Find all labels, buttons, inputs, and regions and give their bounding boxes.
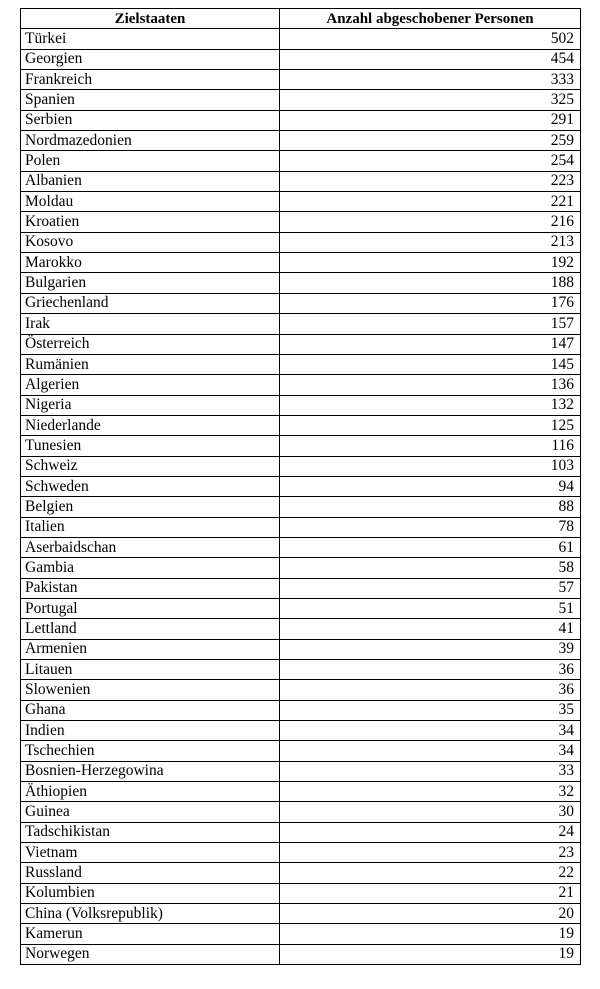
count-cell: 34 (280, 721, 581, 741)
count-cell: 36 (280, 660, 581, 680)
deportation-table (20, 8, 581, 965)
table-row (21, 436, 581, 456)
table-row (21, 110, 581, 130)
table-row (21, 680, 581, 700)
count-cell: 136 (280, 375, 581, 395)
count-cell: 254 (280, 151, 581, 171)
country-cell: Kolumbien (21, 883, 280, 903)
table-body (21, 29, 581, 965)
table-row (21, 131, 581, 151)
country-cell: Russland (21, 863, 280, 883)
count-cell: 36 (280, 680, 581, 700)
country-cell: Vietnam (21, 843, 280, 863)
table-row (21, 49, 581, 69)
count-cell: 23 (280, 843, 581, 863)
country-cell: Ghana (21, 700, 280, 720)
country-cell: Slowenien (21, 680, 280, 700)
table-row (21, 253, 581, 273)
table-row (21, 29, 581, 49)
table-row (21, 782, 581, 802)
country-cell: Kroatien (21, 212, 280, 232)
country-cell: Polen (21, 151, 280, 171)
country-cell: Tschechien (21, 741, 280, 761)
country-cell: Litauen (21, 660, 280, 680)
country-cell: Aserbaidschan (21, 537, 280, 557)
count-cell: 333 (280, 70, 581, 90)
country-cell: Gambia (21, 558, 280, 578)
count-cell: 94 (280, 476, 581, 496)
country-cell: Italien (21, 517, 280, 537)
country-cell: Schweiz (21, 456, 280, 476)
table-row (21, 151, 581, 171)
table-row (21, 415, 581, 435)
table-row (21, 578, 581, 598)
table-row (21, 517, 581, 537)
count-cell: 19 (280, 944, 581, 964)
country-cell: Armenien (21, 639, 280, 659)
country-cell: Algerien (21, 375, 280, 395)
column-header-count: Anzahl abgeschobener Personen (280, 9, 581, 29)
table-row (21, 375, 581, 395)
count-cell: 192 (280, 253, 581, 273)
count-cell: 147 (280, 334, 581, 354)
count-cell: 30 (280, 802, 581, 822)
table-row (21, 761, 581, 781)
table-row (21, 456, 581, 476)
table-row (21, 660, 581, 680)
table-row (21, 537, 581, 557)
table-row (21, 822, 581, 842)
count-cell: 58 (280, 558, 581, 578)
table-header-row (21, 9, 581, 29)
count-cell: 19 (280, 924, 581, 944)
country-cell: Guinea (21, 802, 280, 822)
country-cell: Niederlande (21, 415, 280, 435)
count-cell: 33 (280, 761, 581, 781)
table-row (21, 273, 581, 293)
count-cell: 22 (280, 863, 581, 883)
count-cell: 32 (280, 782, 581, 802)
table-row (21, 802, 581, 822)
table-row (21, 293, 581, 313)
count-cell: 132 (280, 395, 581, 415)
country-cell: Österreich (21, 334, 280, 354)
table-row (21, 904, 581, 924)
count-cell: 57 (280, 578, 581, 598)
count-cell: 259 (280, 131, 581, 151)
table-row (21, 476, 581, 496)
count-cell: 125 (280, 415, 581, 435)
table-row (21, 354, 581, 374)
count-cell: 21 (280, 883, 581, 903)
country-cell: Norwegen (21, 944, 280, 964)
table-row (21, 944, 581, 964)
count-cell: 34 (280, 741, 581, 761)
count-cell: 176 (280, 293, 581, 313)
table-row (21, 334, 581, 354)
count-cell: 145 (280, 354, 581, 374)
country-cell: Nigeria (21, 395, 280, 415)
table-row (21, 497, 581, 517)
country-cell: Kosovo (21, 232, 280, 252)
country-cell: Bosnien-Herzegowina (21, 761, 280, 781)
country-cell: Tunesien (21, 436, 280, 456)
country-cell: Rumänien (21, 354, 280, 374)
country-cell: Pakistan (21, 578, 280, 598)
count-cell: 454 (280, 49, 581, 69)
country-cell: Georgien (21, 49, 280, 69)
country-cell: Schweden (21, 476, 280, 496)
country-cell: Türkei (21, 29, 280, 49)
table-row (21, 639, 581, 659)
table-row (21, 721, 581, 741)
count-cell: 39 (280, 639, 581, 659)
count-cell: 61 (280, 537, 581, 557)
table-row (21, 192, 581, 212)
country-cell: Spanien (21, 90, 280, 110)
country-cell: Nordmazedonien (21, 131, 280, 151)
country-cell: Tadschikistan (21, 822, 280, 842)
count-cell: 188 (280, 273, 581, 293)
country-cell: Frankreich (21, 70, 280, 90)
table-row (21, 314, 581, 334)
table-row (21, 598, 581, 618)
count-cell: 20 (280, 904, 581, 924)
count-cell: 51 (280, 598, 581, 618)
country-cell: China (Volksrepublik) (21, 904, 280, 924)
table-row (21, 212, 581, 232)
country-cell: Kamerun (21, 924, 280, 944)
country-cell: Portugal (21, 598, 280, 618)
country-cell: Indien (21, 721, 280, 741)
table-row (21, 395, 581, 415)
count-cell: 216 (280, 212, 581, 232)
country-cell: Belgien (21, 497, 280, 517)
table-row (21, 90, 581, 110)
table-row (21, 924, 581, 944)
table-row (21, 171, 581, 191)
count-cell: 88 (280, 497, 581, 517)
table-row (21, 232, 581, 252)
count-cell: 24 (280, 822, 581, 842)
table-row (21, 863, 581, 883)
country-cell: Marokko (21, 253, 280, 273)
country-cell: Lettland (21, 619, 280, 639)
count-cell: 502 (280, 29, 581, 49)
table-row (21, 700, 581, 720)
table-row (21, 558, 581, 578)
count-cell: 157 (280, 314, 581, 334)
count-cell: 35 (280, 700, 581, 720)
table-row (21, 70, 581, 90)
count-cell: 116 (280, 436, 581, 456)
country-cell: Moldau (21, 192, 280, 212)
table-row (21, 741, 581, 761)
country-cell: Griechenland (21, 293, 280, 313)
country-cell: Bulgarien (21, 273, 280, 293)
table-row (21, 883, 581, 903)
count-cell: 291 (280, 110, 581, 130)
country-cell: Äthiopien (21, 782, 280, 802)
count-cell: 213 (280, 232, 581, 252)
country-cell: Albanien (21, 171, 280, 191)
count-cell: 223 (280, 171, 581, 191)
country-cell: Serbien (21, 110, 280, 130)
table-row (21, 843, 581, 863)
column-header-country: Zielstaaten (21, 9, 280, 29)
count-cell: 325 (280, 90, 581, 110)
count-cell: 41 (280, 619, 581, 639)
table-row (21, 619, 581, 639)
count-cell: 103 (280, 456, 581, 476)
country-cell: Irak (21, 314, 280, 334)
count-cell: 78 (280, 517, 581, 537)
count-cell: 221 (280, 192, 581, 212)
